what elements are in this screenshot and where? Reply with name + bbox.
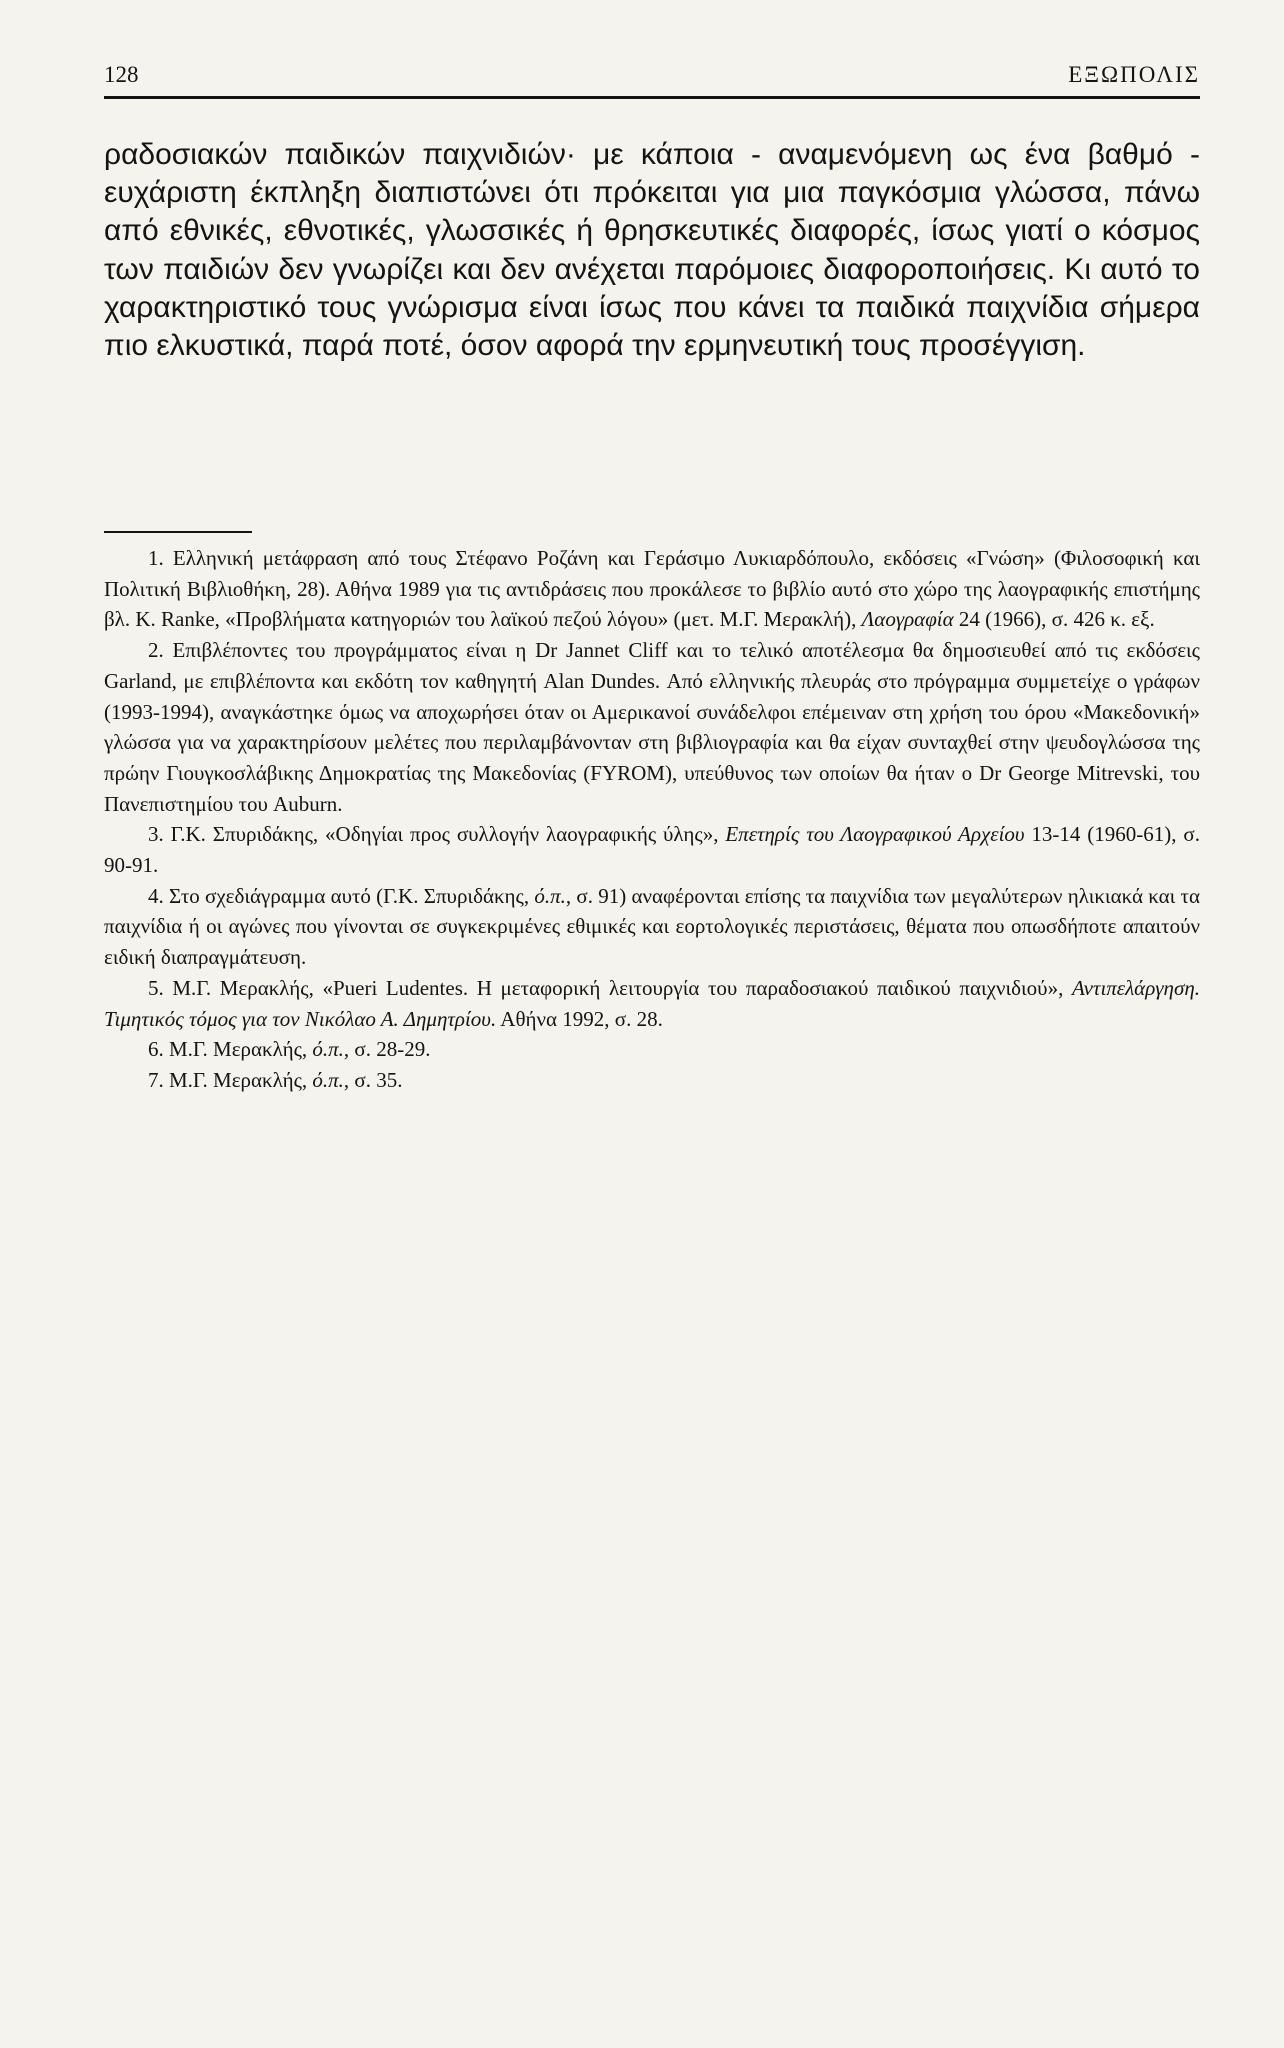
footnote-number: 2. <box>148 638 164 663</box>
footnote-number: 3. <box>148 822 164 847</box>
footnote-text: Στο σχεδιάγραμμα αυτό (Γ.Κ. Σπυριδάκης, <box>163 883 535 908</box>
footnotes <box>104 543 1200 1096</box>
footnote-title-italic: ό.π. <box>312 1037 344 1062</box>
footnote-text: Αθήνα 1992, σ. 28. <box>496 1006 663 1031</box>
footnote <box>104 1034 1200 1065</box>
footnote-title-italic: ό.π. <box>534 883 566 908</box>
footnote-text: 13-14 (1960-61), σ. 90-91. <box>104 822 1200 878</box>
footnote-number: 7. <box>148 1067 164 1092</box>
footnote-number: 5. <box>148 975 164 1000</box>
footnote-number: 6. <box>148 1037 164 1062</box>
footnote-number: 1. <box>148 546 164 570</box>
footnote-separator <box>104 531 252 533</box>
footnote <box>104 881 1200 973</box>
page-number: 128 <box>104 62 139 87</box>
footnote-text: Μ.Γ. Μερακλής, <box>163 1067 313 1092</box>
footnote-text: , σ. 28-29. <box>343 1037 431 1062</box>
footnote-text: Ελληνική μετάφραση από τους Στέφανο Ροζάνη και Γεράσιμο Λυκιαρδόπουλο, εκδόσεις «Γνώση» (Φιλοσοφική και Πολιτική Βιβλιοθήκη, 28). Αθήνα 1989 για τις αντιδράσεις που προκάλεσε το βιβλίο αυτό στο χώρο της λαογραφικής επιστήμης βλ. K. Ranke, «Προβλήματα κατηγοριών του λαϊκού πεζού λόγου» (μετ. Μ.Γ. Μερακλή), <box>104 546 1200 632</box>
footnote <box>104 973 1200 1034</box>
footnote-text: Μ.Γ. Μερακλής, «Pueri Ludentes. Η μεταφορική λειτουργία του παραδοσιακού παιδικού παιχνιδιού», <box>163 975 1072 1000</box>
footnote-title-italic: Επετηρίς του Λαογραφικού Αρχείου <box>725 822 1025 847</box>
body-paragraph: ραδοσιακών παιδικών παιχνιδιών· με κάποια - αναμενόμενη ως ένα βαθμό - ευχάριστη έκπληξη διαπιστώνει ότι πρόκειται για μια παγκόσμια γλώσσα, πάνω από εθνικές, εθνοτικές, γλωσσικές ή θρησκευτικές διαφορές, ίσως γιατί ο κόσμος των παιδιών δεν γνωρίζει και δεν ανέχεται παρόμοιες διαφοροποιήσεις. Κι αυτό το χαρακτηριστικό τους γνώρισμα είναι ίσως που κάνει τα παιδικά παιχνίδια σήμερα πιο ελκυστικά, παρά ποτέ, όσον αφορά την ερμηνευτική τους προσέγγιση. <box>104 138 1200 363</box>
footnote-title-italic: Αντιπελάργηση. Τιμητικός τόμος για τον Νικόλαο Α. Δημητρίου. <box>104 975 1200 1031</box>
footnote-text: , σ. 91) αναφέρονται επίσης τα παιχνίδια των μεγαλύτερων ηλικιακά και τα παιχνίδια ή οι αγώνες που γίνονται σε συγκεκριμένες εθιμικές και εορτολογικές περιστάσεις, θέματα που οπωσδήποτε απαιτούν ειδική διαπραγμάτευση. <box>104 883 1200 970</box>
footnote-number: 4. <box>148 883 164 908</box>
footnote-title-italic: Λαογραφία <box>861 607 954 632</box>
running-head <box>104 62 1200 99</box>
footnote <box>104 543 1200 635</box>
journal-title: ΕΞΩΠΟΛΙΣ <box>1068 62 1200 87</box>
footnote-text: Μ.Γ. Μερακλής, <box>163 1037 313 1062</box>
footnote-text: , σ. 35. <box>343 1067 403 1092</box>
footnote <box>104 1065 1200 1096</box>
footnote-title-italic: ό.π. <box>312 1067 344 1092</box>
footnote-text: Επιβλέποντες του προγράμματος είναι η Dr Jannet Cliff και το τελικό αποτέλεσμα θα δημοσιευθεί από τις εκδόσεις Garland, με επιβλέποντα και εκδότη τον καθηγητή Alan Dundes. Από ελληνικής πλευράς στο πρόγραμμα συμμετείχε ο γράφων (1993-1994), αναγκάστηκε όμως να αποχωρήσει όταν οι Αμερικανοί συνάδελφοι επέμειναν στη χρήση του όρου «Μακεδονική» γλώσσα για να χαρακτηρίσουν μελέτες που περιλαμβάνονταν στη βιβλιογραφία και θα είχαν συνταχθεί στην ψευδογλώσσα της πρώην Γιουγκοσλάβικης Δημοκρατίας της Μακεδονίας (FYROM), υπεύθυνος των οποίων θα ήταν ο Dr George Mitrevski, του Πανεπιστημίου του Auburn. <box>104 638 1200 816</box>
footnote-text: 24 (1966), σ. 426 κ. εξ. <box>953 607 1155 632</box>
footnote-text: Γ.Κ. Σπυριδάκης, «Οδηγίαι προς συλλογήν λαογραφικής ύλης», <box>163 822 726 847</box>
footnote <box>104 819 1200 880</box>
footnote <box>104 635 1200 819</box>
